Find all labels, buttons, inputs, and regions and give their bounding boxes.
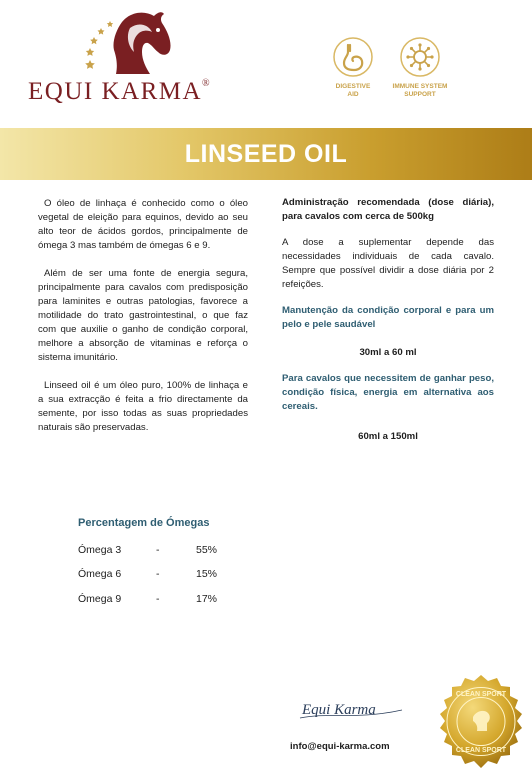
omega-dash: -	[156, 568, 160, 580]
stomach-icon	[332, 36, 374, 78]
badge-digestive-label: DIGESTIVE AID	[335, 83, 371, 98]
seal-icon	[430, 673, 532, 775]
maintenance-dose: 30ml a 60 ml	[359, 347, 417, 358]
omega-row	[78, 544, 238, 558]
signature	[298, 690, 408, 726]
gain-dose: 60ml a 150ml	[358, 431, 418, 442]
omega-value: 55%	[196, 544, 218, 556]
contact-email[interactable]: info@equi-karma.com	[290, 741, 390, 752]
dosage-heading: Administração recomendada (dose diária), para cavalos com cerca de 500kg	[282, 197, 494, 222]
product-title: LINSEED OIL	[184, 140, 348, 168]
badge-immune	[390, 36, 450, 99]
badge-digestive	[330, 36, 376, 99]
seal-text-bottom: CLEAN SPORT	[455, 747, 507, 754]
dosage-text: A dose a suplementar depende das necessidades individuais de cada cavalo. Sempre que possível dividir a dose diária por 2 refeições.	[282, 237, 494, 290]
brand-logo	[78, 8, 178, 78]
horse-head-icon	[78, 8, 178, 78]
clean-sport-seal	[430, 673, 532, 775]
omega-value: 15%	[196, 568, 218, 580]
paragraph-intro: O óleo de linhaça é conhecido como o óleo vegetal de eleição para equinos, devido ao seu alto teor de ácidos gordos, principalmente de ómega 3 mas também de ómegas 6 e 9.	[38, 198, 248, 251]
left-column	[38, 197, 248, 435]
signature-text: Equi Karma	[302, 702, 376, 718]
title-banner	[0, 128, 532, 180]
right-column	[282, 196, 494, 444]
brand-name: EQUI KARMA®	[28, 78, 212, 105]
gain-heading: Para cavalos que necessitem de ganhar peso, condição física, energia em alternativa aos cereais.	[282, 373, 494, 412]
omega-value: 17%	[196, 593, 218, 605]
maintenance-heading: Manutenção da condição corporal e para um pelo e pele saudável	[282, 305, 494, 330]
seal-text-top: CLEAN SPORT	[455, 691, 507, 698]
omega-dash: -	[156, 544, 160, 556]
omega-dash: -	[156, 593, 160, 605]
omega-table-title: Percentagem de Ómegas	[78, 517, 210, 529]
badge-immune-label: IMMUNE SYSTEM SUPPORT	[392, 83, 448, 98]
omega-name: Ómega 6	[78, 568, 122, 580]
paragraph-benefits: Além de ser uma fonte de energia segura, principalmente para cavalos com predisposição para laminites e outras patologias, favorece a motilidade do trato gastrointestinal, o que faz com que auxilie o ganho de condição corporal, melhore a absorção de vitaminas e reforça o sistema imunitário.	[38, 268, 248, 363]
omega-row	[78, 568, 238, 582]
virus-shield-icon	[399, 36, 441, 78]
omega-row	[78, 593, 238, 607]
omega-name: Ómega 9	[78, 593, 122, 605]
paragraph-purity: Linseed oil é um óleo puro, 100% de linhaça e a sua extracção é feita a frio directamente da semente, por isso todas as suas propriedades naturais são preservadas.	[38, 380, 248, 433]
omega-name: Ómega 3	[78, 544, 122, 556]
